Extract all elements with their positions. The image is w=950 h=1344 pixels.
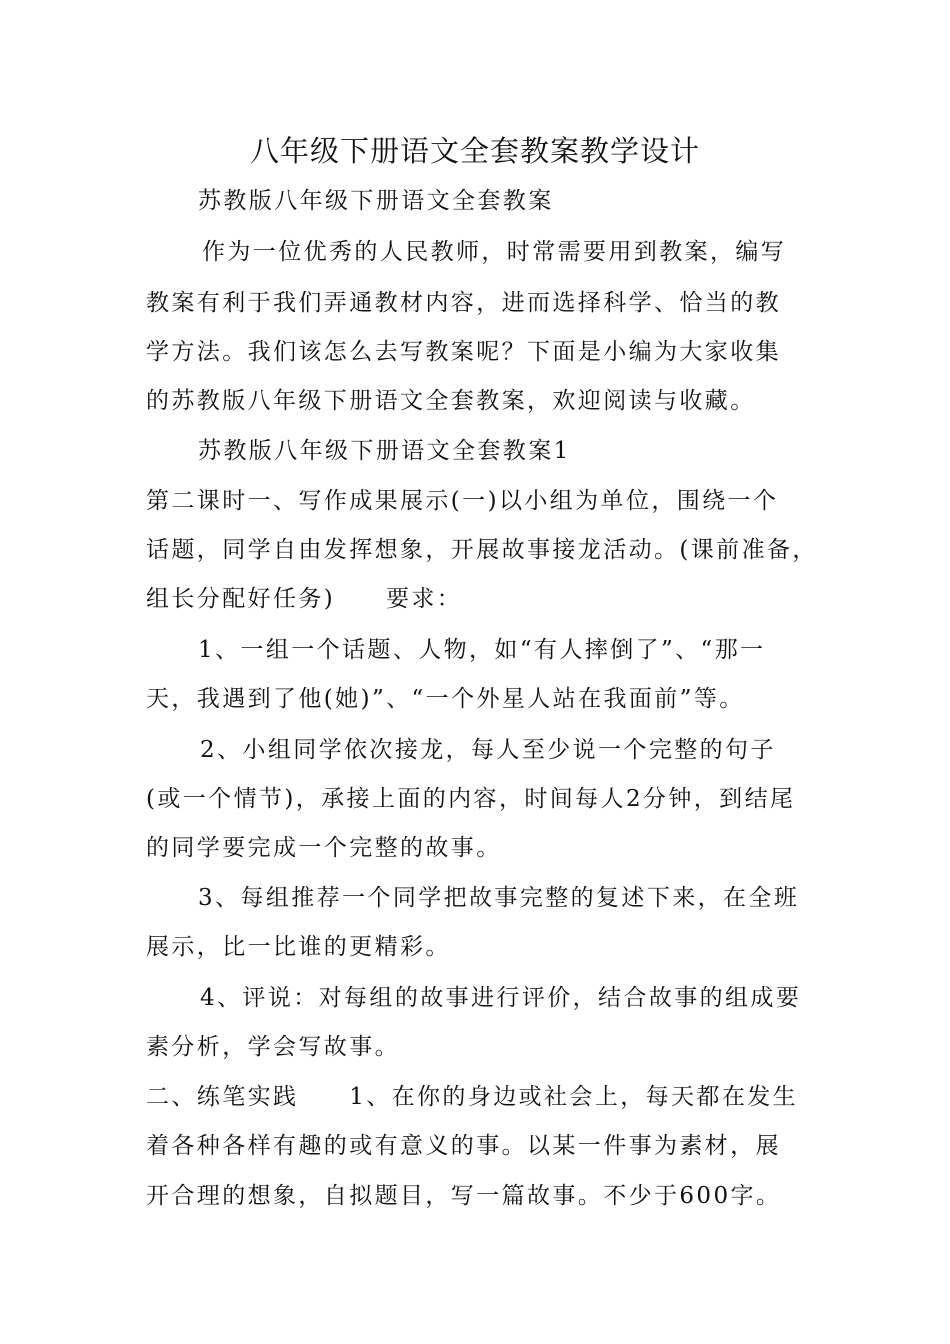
paragraph-line: 苏教版八年级下册语文全套教案1 xyxy=(198,438,571,464)
paragraph-line: 开合理的想象，自拟题目，写一篇故事。不少于600字。 xyxy=(146,1183,782,1209)
paragraph-line: 4、评说：对每组的故事进行评价，结合故事的组成要 xyxy=(200,985,802,1011)
paragraph-line: 二、练笔实践 1、在你的身边或社会上，每天都在发生 xyxy=(146,1084,799,1110)
paragraph-line: 2、小组同学依次接龙，每人至少说一个完整的句子 xyxy=(200,737,776,763)
document-title: 八年级下册语文全套教案教学设计 xyxy=(249,134,700,168)
paragraph-line: 的同学要完成一个完整的故事。 xyxy=(146,835,502,861)
paragraph-line: 的苏教版八年级下册语文全套教案，欢迎阅读与收藏。 xyxy=(146,388,756,414)
paragraph-line: 苏教版八年级下册语文全套教案 xyxy=(198,188,554,214)
paragraph-line: 素分析，学会写故事。 xyxy=(146,1034,400,1060)
paragraph-line: 天，我遇到了他(她)”、“一个外星人站在我面前”等。 xyxy=(146,686,745,712)
paragraph-line: 教案有利于我们弄通教材内容，进而选择科学、恰当的教 xyxy=(146,290,781,316)
paragraph-line: (或一个情节)，承接上面的内容，时间每人2分钟，到结尾 xyxy=(146,786,796,812)
paragraph-line: 展示，比一比谁的更精彩。 xyxy=(146,934,451,960)
paragraph-line: 组长分配好任务) 要求： xyxy=(146,586,463,612)
paragraph-line: 话题，同学自由发挥想象，开展故事接龙活动。(课前准备， xyxy=(146,537,818,563)
paragraph-line: 学方法。我们该怎么去写教案呢？下面是小编为大家收集 xyxy=(146,339,781,365)
paragraph-line: 1、一组一个话题、人物，如“有人摔倒了”、“那一 xyxy=(198,637,766,663)
paragraph-line: 着各种各样有趣的或有意义的事。以某一件事为素材，展 xyxy=(146,1133,781,1159)
paragraph-line: 3、每组推荐一个同学把故事完整的复述下来，在全班 xyxy=(198,885,800,911)
paragraph-line: 第二课时一、写作成果展示(一)以小组为单位，围绕一个 xyxy=(146,488,779,514)
paragraph-line: 作为一位优秀的人民教师，时常需要用到教案，编写 xyxy=(202,239,787,265)
